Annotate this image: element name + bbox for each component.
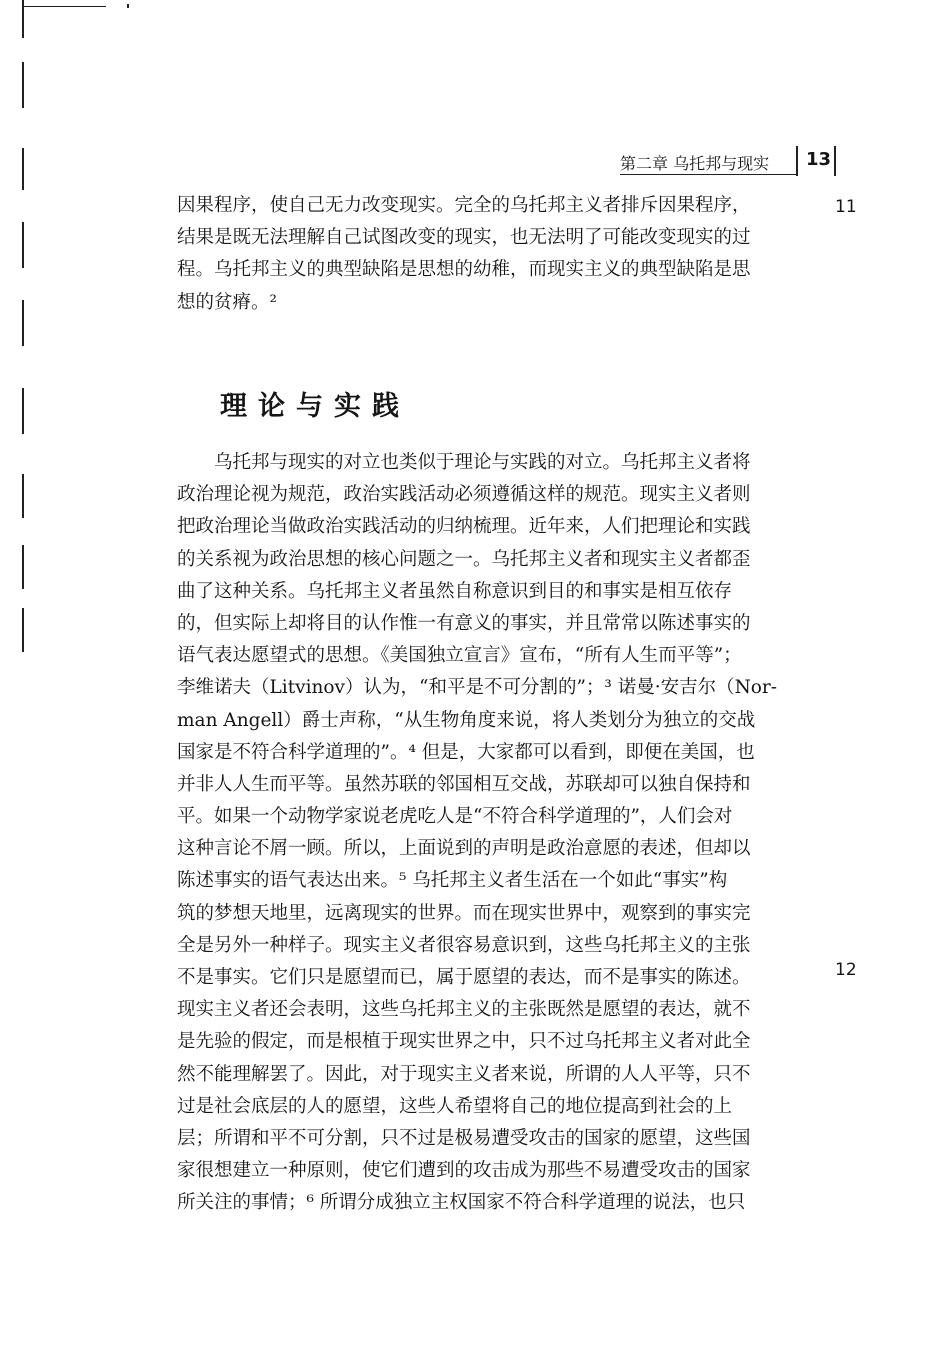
binding-mark [22,388,24,434]
text-line: 程。乌托邦主义的典型缺陷是思想的幼稚，而现实主义的典型缺陷是思 [177,259,751,281]
text-line: 李维诺夫（Litvinov）认为，“和平是不可分割的”；³ 诺曼·安吉尔（Nor- [177,677,778,699]
text-line: 政治理论视为规范，政治实践活动必须遵循这样的规范。现实主义者则 [177,484,751,506]
text-line: 平。如果一个动物学家说老虎吃人是“不符合科学道理的”，人们会对 [177,806,733,828]
running-head-rule [620,174,796,175]
text-line: 曲了这种关系。乌托邦主义者虽然自称意识到目的和事实是相互依存 [177,580,733,602]
text-line: 这种言论不屑一顾。所以，上面说到的声明是政治意愿的表述，但却以 [177,838,751,860]
page-number: 13 [806,149,832,170]
text-line: 陈述事实的语气表达出来。⁵ 乌托邦主义者生活在一个如此“事实”构 [177,870,728,892]
section-heading: 理论与实践 [220,391,410,422]
binding-mark [22,148,24,190]
text-line: 不是事实。它们只是愿望而已，属于愿望的表达，而不是事实的陈述。 [177,967,751,988]
binding-mark [22,608,24,652]
page-number-border [834,146,836,176]
text-line: 语气表达愿望式的思想。《美国独立宣言》宣布，“所有人生而平等”； [177,645,742,667]
binding-mark [22,545,24,589]
binding-mark [22,474,24,518]
text-line: 然不能理解罢了。因此，对于现实主义者来说，所谓的人人平等，只不 [177,1063,751,1085]
text-line: 所关注的事情；⁶ 所谓分成独立主权国家不符合科学道理的说法，也只 [177,1192,746,1214]
binding-mark [22,62,24,108]
text-line: 因果程序，使自己无力改变现实。完全的乌托邦主义者排斥因果程序， [177,195,751,216]
text-line: 层；所谓和平不可分割，只不过是极易遭受攻击的国家的愿望，这些国 [177,1127,751,1149]
binding-mark [22,0,24,38]
text-line: 的关系视为政治思想的核心问题之一。乌托邦主义者和现实主义者都歪 [177,548,751,570]
text-line: 国家是不符合科学道理的”。⁴ 但是，大家都可以看到，即便在美国，也 [177,741,755,763]
text-line: 的，但实际上却将目的认作惟一有意义的事实，并且常常以陈述事实的 [177,612,751,634]
paragraph-body [177,447,777,1220]
text-line: 结果是既无法理解自己试图改变的现实，也无法明了可能改变现实的过 [177,227,751,249]
binding-mark [22,222,24,268]
text-line: 是先验的假定，而是根植于现实世界之中，只不过乌托邦主义者对此全 [177,1031,751,1053]
text-line: 乌托邦与现实的对立也类似于理论与实践的对立。乌托邦主义者将 [177,452,751,473]
text-line: 过是社会底层的人的愿望，这些人希望将自己的地位提高到社会的上 [177,1095,733,1117]
text-line: man Angell）爵士声称，“从生物角度来说，将人类划分为独立的交战 [177,709,756,731]
text-line: 想的贫瘠。² [177,291,277,313]
text-line: 筑的梦想天地里，远离现实的世界。而在现实世界中，观察到的事实完 [177,902,751,924]
marginal-page-ref: 11 [835,197,857,217]
text-line: 家很想建立一种原则，使它们遭到的攻击成为那些不易遭受攻击的国家 [177,1160,751,1182]
text-line: 全是另外一种样子。现实主义者很容易意识到，这些乌托邦主义的主张 [177,934,751,956]
running-head [620,146,840,176]
binding-mark [22,300,24,346]
top-crop-line [22,6,106,7]
chapter-title: 第二章 乌托邦与现实 [620,154,770,173]
paragraph-continued [177,190,751,319]
text-line: 并非人人生而平等。虽然苏联的邻国相互交战，苏联却可以独自保持和 [177,773,751,795]
page-number-divider [796,146,798,176]
top-crop-mark [127,4,129,8]
marginal-page-ref: 12 [835,960,857,980]
text-line: 把政治理论当做政治实践活动的归纳梳理。近年来，人们把理论和实践 [177,516,751,538]
text-line: 现实主义者还会表明，这些乌托邦主义的主张既然是愿望的表达，就不 [177,999,751,1021]
